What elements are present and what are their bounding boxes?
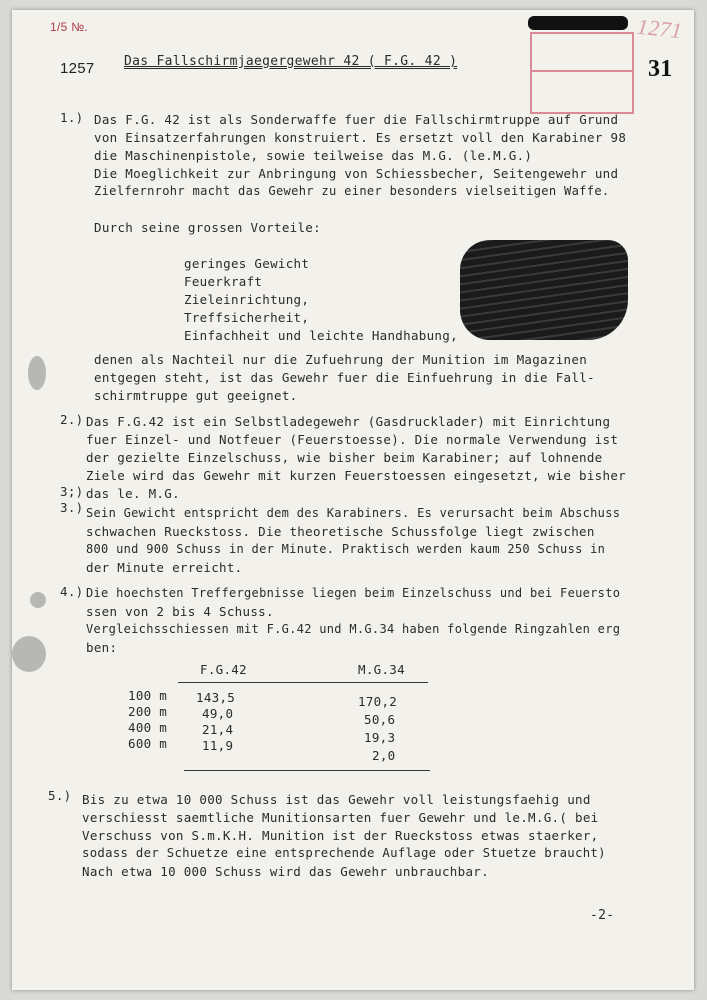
para4-line: ben: bbox=[86, 640, 118, 655]
table-rule bbox=[178, 682, 428, 683]
stamp-number: 1257 bbox=[60, 60, 95, 77]
footer-page-number: -2- bbox=[590, 908, 615, 923]
table-fg-value: 49,0 bbox=[202, 706, 234, 721]
advantage-item: geringes Gewicht bbox=[184, 256, 310, 271]
punch-hole bbox=[28, 356, 46, 390]
para1-line: die Maschinenpistole, sowie teilweise das M.G. (le.M.G.) bbox=[94, 148, 533, 163]
para4-number: 4.) bbox=[60, 584, 84, 599]
para2-margin-note: 3;) bbox=[60, 484, 84, 499]
para3-line: schwachen Rueckstoss. Die theoretische Schussfolge liegt zwischen bbox=[86, 524, 595, 539]
table-mg-value: 2,0 bbox=[372, 748, 396, 763]
para1-line: Die Moeglichkeit zur Anbringung von Schiessbecher, Seitengewehr und bbox=[94, 166, 619, 181]
para4-line: ssen von 2 bis 4 Schuss. bbox=[86, 604, 274, 619]
table-mg-value: 50,6 bbox=[364, 712, 396, 727]
para5-line: Verschuss von S.m.K.H. Munition ist der Rueckstoss etwas staerker, bbox=[82, 828, 599, 843]
para2-number: 2.) bbox=[60, 412, 84, 427]
advantage-item: Einfachheit und leichte Handhabung, bbox=[184, 328, 458, 343]
para3-line: der Minute erreicht. bbox=[86, 560, 243, 575]
table-mg-value: 170,2 bbox=[358, 694, 398, 709]
table-range: 100 m bbox=[128, 688, 168, 703]
table-fg-value: 21,4 bbox=[202, 722, 234, 737]
para1-line: Zielfernrohr macht das Gewehr zu einer besonders vielseitigen Waffe. bbox=[94, 184, 610, 198]
advantage-item: Zieleinrichtung, bbox=[184, 292, 310, 307]
page-number: 31 bbox=[648, 56, 673, 82]
para1-line: Das F.G. 42 ist als Sonderwaffe fuer die Fallschirmtruppe auf Grund bbox=[94, 112, 619, 127]
stamp-top-text: 1/5 №. bbox=[50, 20, 89, 34]
para1-number: 1.) bbox=[60, 110, 84, 125]
para4-line: Vergleichsschiessen mit F.G.42 und M.G.34 haben folgende Ringzahlen erg bbox=[86, 622, 621, 636]
para1-closing: entgegen steht, ist das Gewehr fuer die Einfuehrung in die Fall- bbox=[94, 370, 595, 385]
para5-line: Bis zu etwa 10 000 Schuss ist das Gewehr voll leistungsfaehig und bbox=[82, 792, 591, 807]
table-range: 200 m bbox=[128, 704, 168, 719]
table-fg-value: 11,9 bbox=[202, 738, 234, 753]
table-range: 400 m bbox=[128, 720, 168, 735]
redaction-bar bbox=[528, 16, 628, 30]
para2-line: der gezielte Einzelschuss, wie bisher beim Karabiner; auf lohnende bbox=[86, 450, 603, 465]
advantage-item: Feuerkraft bbox=[184, 274, 263, 289]
table-rule bbox=[184, 770, 430, 771]
punch-hole bbox=[12, 636, 46, 672]
para5-number: 5.) bbox=[48, 788, 72, 803]
para3-line: 800 und 900 Schuss in der Minute. Praktisch werden kaum 250 Schuss in bbox=[86, 542, 606, 556]
para3-number: 3.) bbox=[60, 500, 84, 515]
table-range: 600 m bbox=[128, 736, 168, 751]
table-fg-value: 143,5 bbox=[196, 690, 236, 705]
para5-line: Nach etwa 10 000 Schuss wird das Gewehr unbrauchbar. bbox=[82, 864, 489, 879]
punch-hole bbox=[30, 592, 46, 608]
para4-line: Die hoechsten Treffergebnisse liegen beim Einzelschuss und bei Feuersto bbox=[86, 586, 621, 600]
para3-line: Sein Gewicht entspricht dem des Karabiners. Es verursacht beim Abschuss bbox=[86, 506, 621, 520]
document-title: Das Fallschirmjaegergewehr 42 ( F.G. 42 ) bbox=[124, 54, 458, 69]
para5-line: verschiesst saemtliche Munitionsarten fuer Gewehr und le.M.G.( bei bbox=[82, 810, 599, 825]
table-mg-value: 19,3 bbox=[364, 730, 396, 745]
para1-line: von Einsatzerfahrungen konstruiert. Es ersetzt voll den Karabiner 98 bbox=[94, 130, 627, 145]
table-header-fg42: F.G.42 bbox=[200, 662, 247, 677]
para2-line: fuer Einzel- und Notfeuer (Feuerstoesse). Die normale Verwendung ist bbox=[86, 432, 619, 447]
pencil-annotation: 1271 bbox=[635, 13, 684, 44]
para2-line: Ziele wird das Gewehr mit kurzen Feuerstoessen eingesetzt, wie bisher bbox=[86, 468, 626, 483]
stamp-divider bbox=[532, 70, 632, 72]
advantage-item: Treffsicherheit, bbox=[184, 310, 310, 325]
para1-closing: schirmtruppe gut geeignet. bbox=[94, 388, 298, 403]
redaction-scribble bbox=[460, 240, 628, 340]
para2-line: Das F.G.42 ist ein Selbstladegewehr (Gasdrucklader) mit Einrichtung bbox=[86, 414, 611, 429]
para2-line: das le. M.G. bbox=[86, 486, 180, 501]
table-header-mg34: M.G.34 bbox=[358, 662, 405, 677]
para1-closing: denen als Nachteil nur die Zufuehrung der Munition im Magazinen bbox=[94, 352, 588, 367]
document-page bbox=[12, 10, 694, 990]
para5-line: sodass der Schuetze eine entsprechende Auflage oder Stuetze braucht) bbox=[82, 846, 606, 860]
para1-intro: Durch seine grossen Vorteile: bbox=[94, 220, 321, 235]
archive-stamp bbox=[530, 32, 634, 114]
